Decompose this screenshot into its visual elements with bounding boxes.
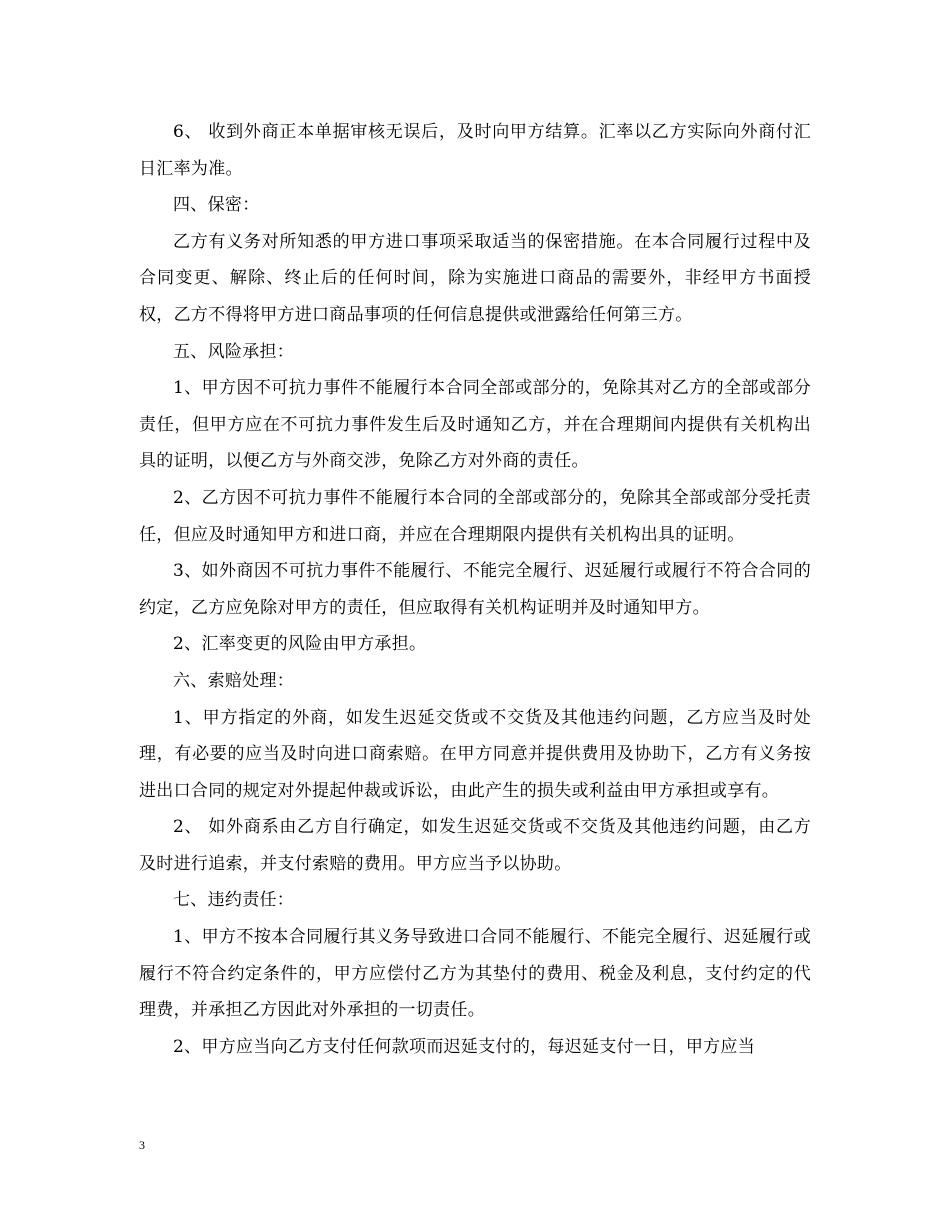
risk-clause-3: 3、如外商因不可抗力事件不能履行、不能完全履行、迟延履行或履行不符合合同的约定，乙方应免除对甲方的责任，但应取得有关机构证明并及时通知甲方。 <box>139 561 811 618</box>
document-body <box>139 114 811 1065</box>
section-heading-claims: 六、索赔处理： <box>173 670 295 691</box>
section-heading-risk: 五、风险承担： <box>173 341 295 362</box>
clause-6-settlement: 6、 收到外商正本单据审核无误后，及时向甲方结算。汇率以乙方实际向外商付汇日汇率为准。 <box>139 122 811 179</box>
risk-clause-1: 1、甲方因不可抗力事件不能履行本合同全部或部分的，免除其对乙方的全部或部分责任，但甲方应在不可抗力事件发生后及时通知乙方，并在合理期间内提供有关机构出具的证明，以便乙方与外商交涉，免除乙方对外商的责任。 <box>139 378 811 472</box>
risk-clause-exchange-rate: 2、汇率变更的风险由甲方承担。 <box>173 634 427 655</box>
claims-clause-2: 2、 如外商系由乙方自行确定，如发生迟延交货或不交货及其他违约问题，由乙方及时进行追索，并支付索赔的费用。甲方应当予以协助。 <box>139 817 811 874</box>
section-heading-confidentiality: 四、保密： <box>173 195 260 216</box>
claims-clause-1: 1、甲方指定的外商，如发生迟延交货或不交货及其他违约问题，乙方应当及时处理，有必要的应当及时向进口商索赔。在甲方同意并提供费用及协助下，乙方有义务按进出口合同的规定对外提起仲裁或诉讼，由此产生的损失或利益由甲方承担或享有。 <box>139 707 811 801</box>
section-heading-breach: 七、违约责任： <box>173 890 295 911</box>
breach-clause-1: 1、甲方不按本合同履行其义务导致进口合同不能履行、不能完全履行、迟延履行或履行不符合约定条件的，甲方应偿付乙方为其垫付的费用、税金及利息，支付约定的代理费，并承担乙方因此对外承担的一切责任。 <box>139 927 811 1021</box>
breach-clause-2: 2、甲方应当向乙方支付任何款项而迟延支付的，每迟延支付一日，甲方应当 <box>173 1036 756 1057</box>
confidentiality-paragraph: 乙方有义务对所知悉的甲方进口事项采取适当的保密措施。在本合同履行过程中及合同变更、解除、终止后的任何时间，除为实施进口商品的需要外，非经甲方书面授权，乙方不得将甲方进口商品事项的任何信息提供或泄露给任何第三方。 <box>139 231 811 325</box>
risk-clause-2: 2、乙方因不可抗力事件不能履行本合同的全部或部分的，免除其全部或部分受托责任，但应及时通知甲方和进口商，并应在合理期限内提供有关机构出具的证明。 <box>139 487 811 545</box>
page-number: 3 <box>139 1138 145 1152</box>
